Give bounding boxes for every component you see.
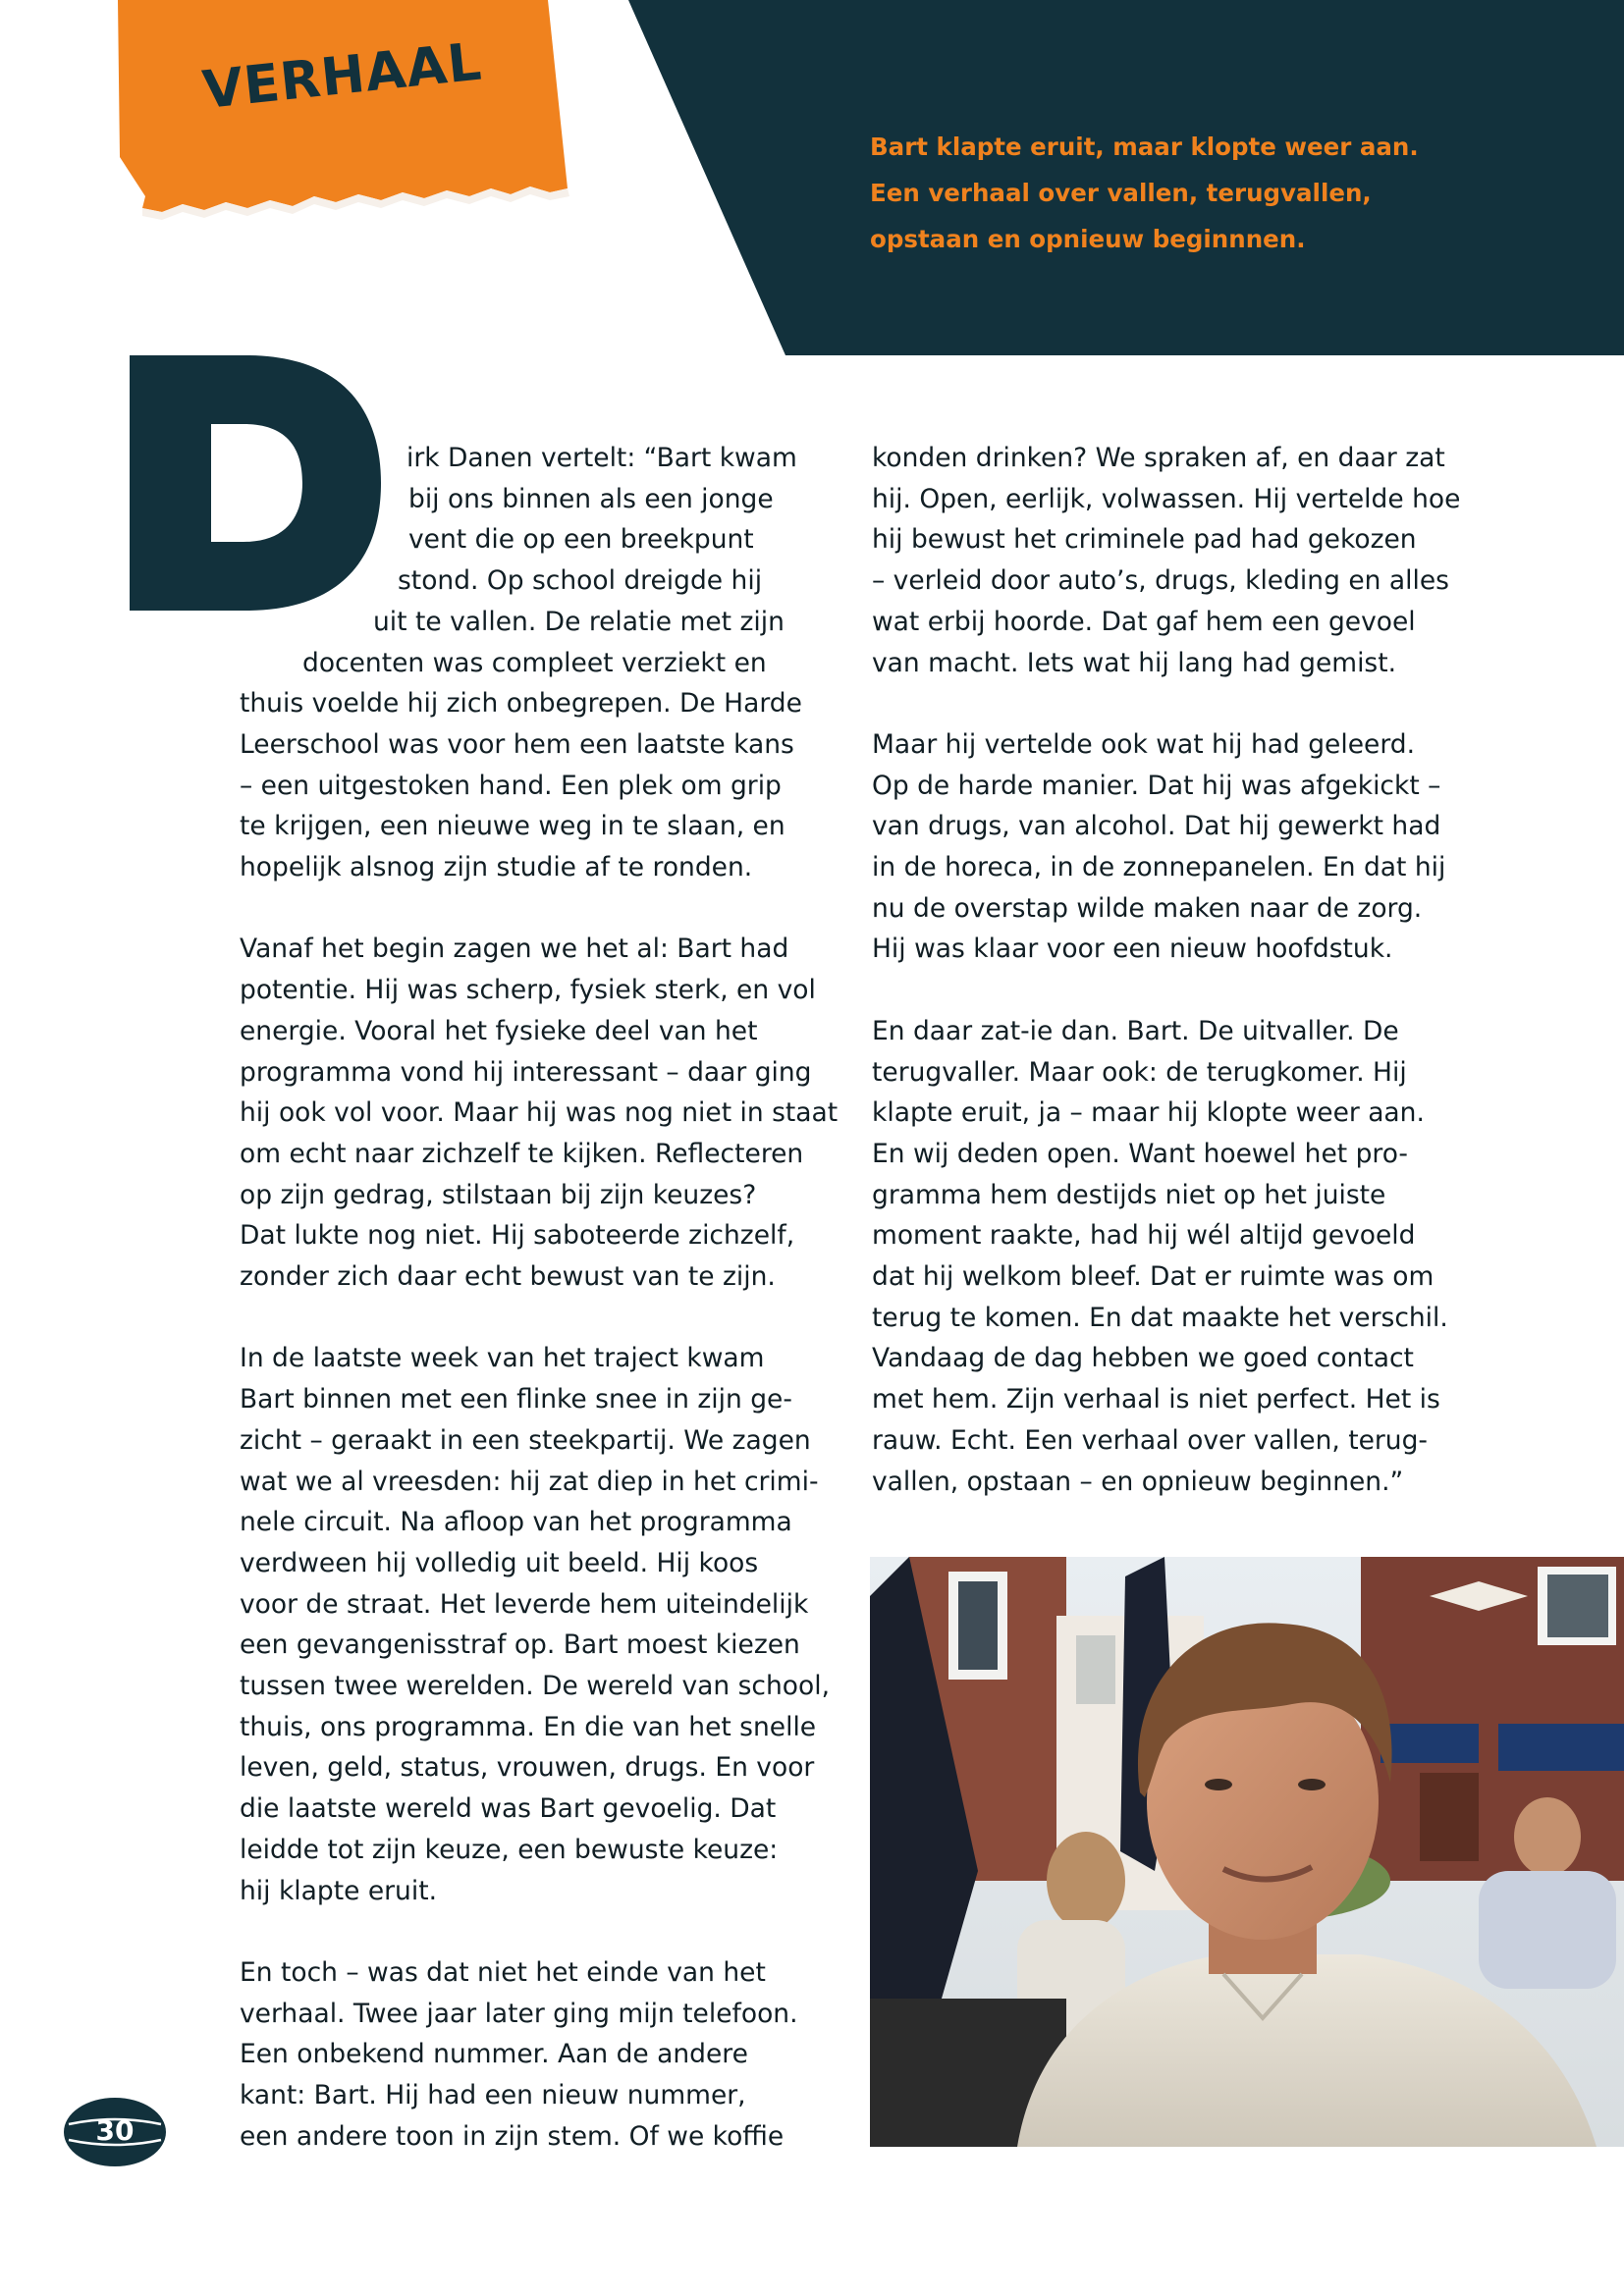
text-line: kant: Bart. Hij had een nieuw nummer,: [240, 2080, 746, 2111]
text-line: Hij was klaar voor een nieuw hoofdstuk.: [872, 934, 1393, 965]
text-line: – een uitgestoken hand. Een plek om grip: [240, 770, 782, 801]
text-line: docenten was compleet verziekt en: [302, 647, 767, 678]
text-line: Vanaf het begin zagen we het al: Bart had: [240, 934, 789, 965]
text-line: Bart binnen met een flinke snee in zijn ge-: [240, 1384, 792, 1415]
text-line: En daar zat-ie dan. Bart. De uitvaller. De: [872, 1015, 1399, 1046]
text-line: konden drinken? We spraken af, en daar zat: [872, 443, 1445, 473]
text-line: die laatste wereld was Bart gevoelig. Dat: [240, 1793, 777, 1825]
text-line: Een onbekend nummer. Aan de andere: [240, 2039, 748, 2070]
text-line: En wij deden open. Want hoewel het pro-: [872, 1138, 1408, 1169]
text-line: nu de overstap wilde maken naar de zorg.: [872, 892, 1423, 924]
intro-line: Een verhaal over vallen, terugvallen,: [870, 179, 1372, 207]
text-line: hij bewust het criminele pad had gekozen: [872, 524, 1417, 556]
text-line: En toch – was dat niet het einde van het: [240, 1956, 766, 1988]
text-line: vent die op een breekpunt: [408, 524, 754, 556]
text-line: irk Danen vertelt: “Bart kwam: [406, 443, 797, 473]
text-line: om echt naar zichzelf te kijken. Reflecteren: [240, 1138, 804, 1169]
text-line: van macht. Iets wat hij lang had gemist.: [872, 647, 1397, 678]
text-line: leidde tot zijn keuze, een bewuste keuze:: [240, 1834, 779, 1865]
text-line: terugvaller. Maar ook: de terugkomer. Hij: [872, 1056, 1407, 1088]
text-line: vallen, opstaan – en opnieuw beginnen.”: [872, 1466, 1404, 1497]
text-line: hij klapte eruit.: [240, 1875, 438, 1906]
text-line: tussen twee werelden. De wereld van school,: [240, 1671, 830, 1702]
text-line: dat hij welkom bleef. Dat er ruimte was om: [872, 1261, 1435, 1293]
intro-line: opstaan en opnieuw beginnnen.: [870, 225, 1306, 253]
portrait-photo: [870, 1557, 1624, 2147]
intro-line: Bart klapte eruit, maar klopte weer aan.: [870, 133, 1419, 161]
text-line: bij ons binnen als een jonge: [408, 483, 774, 514]
article-left-column: [240, 438, 839, 2157]
text-line: moment raakte, had hij wél altijd gevoeld: [872, 1220, 1416, 1252]
text-line: met hem. Zijn verhaal is niet perfect. Het is: [872, 1384, 1440, 1415]
page-number: 30: [95, 2114, 135, 2147]
text-line: wat we al vreesden: hij zat diep in het crimi-: [240, 1466, 819, 1497]
text-line: Leerschool was voor hem een laatste kans: [240, 728, 794, 760]
text-line: een andere toon in zijn stem. Of we koffie: [240, 2120, 785, 2152]
section-label: VERHAAL: [199, 31, 485, 121]
text-line: Maar hij vertelde ook wat hij had geleerd.: [872, 728, 1416, 760]
text-line: in de horeca, in de zonnepanelen. En dat hij: [872, 852, 1446, 883]
text-line: hopelijk alsnog zijn studie af te ronden.: [240, 852, 753, 883]
text-line: programma vond hij interessant – daar ging: [240, 1056, 812, 1088]
text-line: Op de harde manier. Dat hij was afgekickt –: [872, 770, 1441, 801]
text-line: Dat lukte nog niet. Hij saboteerde zichzelf,: [240, 1220, 795, 1252]
text-line: Vandaag de dag hebben we goed contact: [872, 1343, 1414, 1374]
text-line: zicht – geraakt in een steekpartij. We zagen: [240, 1424, 811, 1456]
intro-text: [870, 124, 1557, 262]
text-line: uit te vallen. De relatie met zijn: [373, 606, 785, 637]
text-line: hij ook vol voor. Maar hij was nog niet in staat: [240, 1097, 839, 1129]
text-line: energie. Vooral het fysieke deel van het: [240, 1015, 758, 1046]
text-line: wat erbij hoorde. Dat gaf hem een gevoel: [872, 606, 1416, 637]
text-line: leven, geld, status, vrouwen, drugs. En voor: [240, 1752, 815, 1784]
text-line: zonder zich daar echt bewust van te zijn.: [240, 1261, 776, 1293]
text-line: – verleid door auto’s, drugs, kleding en alles: [872, 565, 1449, 597]
text-line: gramma hem destijds niet op het juiste: [872, 1179, 1386, 1210]
text-line: stond. Op school dreigde hij: [398, 565, 763, 597]
text-line: van drugs, van alcohol. Dat hij gewerkt had: [872, 811, 1441, 842]
text-line: verdween hij volledig uit beeld. Hij koos: [240, 1547, 759, 1578]
text-line: thuis, ons programma. En die van het snelle: [240, 1711, 817, 1742]
text-line: verhaal. Twee jaar later ging mijn telefoon.: [240, 1998, 798, 2029]
text-line: potentie. Hij was scherp, fysiek sterk, en vol: [240, 975, 816, 1006]
text-line: op zijn gedrag, stilstaan bij zijn keuzes?: [240, 1179, 757, 1210]
text-line: klapte eruit, ja – maar hij klopte weer aan.: [872, 1097, 1425, 1129]
article-right-column: [872, 438, 1579, 1502]
text-line: In de laatste week van het traject kwam: [240, 1343, 765, 1374]
text-line: hij. Open, eerlijk, volwassen. Hij vertelde hoe: [872, 483, 1461, 514]
text-line: thuis voelde hij zich onbegrepen. De Harde: [240, 688, 802, 720]
text-line: terug te komen. En dat maakte het verschil.: [872, 1302, 1448, 1333]
text-line: nele circuit. Na afloop van het programma: [240, 1507, 792, 1538]
text-line: te krijgen, een nieuwe weg in te slaan, en: [240, 811, 785, 842]
text-line: een gevangenisstraf op. Bart moest kiezen: [240, 1629, 800, 1661]
text-line: voor de straat. Het leverde hem uiteindelijk: [240, 1588, 809, 1620]
text-line: rauw. Echt. Een verhaal over vallen, terug-: [872, 1424, 1428, 1456]
